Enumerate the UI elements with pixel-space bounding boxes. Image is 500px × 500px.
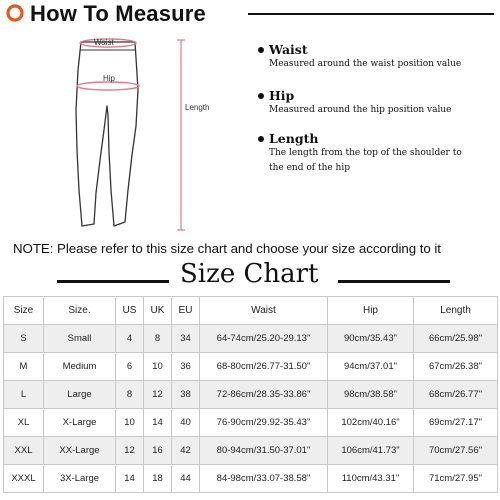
title-divider bbox=[248, 13, 494, 15]
table-cell: 18 bbox=[144, 465, 172, 493]
column-header: Waist bbox=[200, 297, 328, 325]
measure-hip-desc: Measured around the hip position value bbox=[269, 105, 452, 115]
table-cell: 68cm/26.77" bbox=[414, 381, 498, 409]
table-cell: 42 bbox=[172, 437, 200, 465]
table-cell: 3X-Large bbox=[44, 465, 116, 493]
column-header: EU bbox=[172, 297, 200, 325]
size-chart-table bbox=[3, 296, 497, 493]
table-cell: 106cm/41.73" bbox=[328, 437, 414, 465]
table-cell: 68-80cm/26.77-31.50" bbox=[200, 353, 328, 381]
table-cell: 12 bbox=[144, 381, 172, 409]
bullet-icon bbox=[258, 93, 264, 99]
bullet-icon bbox=[258, 47, 264, 53]
table-row bbox=[4, 381, 498, 409]
column-header: UK bbox=[144, 297, 172, 325]
table-cell: 80-94cm/31.50-37.01" bbox=[200, 437, 328, 465]
table-cell: 66cm/25.98" bbox=[414, 325, 498, 353]
table-cell: 8 bbox=[116, 381, 144, 409]
table-cell: 10 bbox=[144, 353, 172, 381]
table-cell: 98cm/38.58" bbox=[328, 381, 414, 409]
table-cell: X-Large bbox=[44, 409, 116, 437]
table-cell: 72-86cm/28.35-33.86" bbox=[200, 381, 328, 409]
table-cell: 67cm/26.38" bbox=[414, 353, 498, 381]
table-cell: 4 bbox=[116, 325, 144, 353]
measure-waist-title: Waist bbox=[269, 42, 308, 57]
column-header: Size. bbox=[44, 297, 116, 325]
size-chart-rule-right bbox=[338, 280, 450, 283]
measure-length-title: Length bbox=[269, 131, 319, 146]
table-cell: XXXL bbox=[4, 465, 44, 493]
table-cell: 14 bbox=[144, 409, 172, 437]
table-row bbox=[4, 409, 498, 437]
leggings-outline-image bbox=[54, 30, 234, 240]
table-cell: 8 bbox=[144, 325, 172, 353]
measure-waist-desc: Measured around the waist position value bbox=[269, 59, 462, 69]
table-cell: Medium bbox=[44, 353, 116, 381]
table-cell: Small bbox=[44, 325, 116, 353]
table-cell: L bbox=[4, 381, 44, 409]
orange-circle-icon bbox=[6, 4, 24, 22]
bullet-icon bbox=[258, 136, 264, 142]
size-chart-title: Size Chart bbox=[180, 259, 319, 289]
table-cell: 40 bbox=[172, 409, 200, 437]
leggings-measure-figure bbox=[54, 30, 234, 240]
column-header: US bbox=[116, 297, 144, 325]
figure-hip-label: Hip bbox=[103, 74, 116, 83]
table-cell: XX-Large bbox=[44, 437, 116, 465]
figure-length-label: Length bbox=[185, 103, 210, 112]
table-cell: 12 bbox=[116, 437, 144, 465]
column-header: Hip bbox=[328, 297, 414, 325]
measure-length-desc-2: the end of the hip bbox=[269, 163, 350, 173]
table-cell: 14 bbox=[116, 465, 144, 493]
measure-length bbox=[258, 131, 462, 176]
table-cell: 102cm/40.16" bbox=[328, 409, 414, 437]
measure-length-desc-1: The length from the top of the shoulder to bbox=[269, 148, 462, 158]
table-cell: 84-98cm/33.07-38.58" bbox=[200, 465, 328, 493]
page-title: How To Measure bbox=[30, 1, 206, 26]
table-cell: 90cm/35.43" bbox=[328, 325, 414, 353]
table-cell: 110cm/43.31" bbox=[328, 465, 414, 493]
figure-waist-label: Waist bbox=[94, 38, 114, 47]
table-cell: 36 bbox=[172, 353, 200, 381]
column-header: Size bbox=[4, 297, 44, 325]
table-cell: S bbox=[4, 325, 44, 353]
column-header: Length bbox=[414, 297, 498, 325]
table-cell: 6 bbox=[116, 353, 144, 381]
table-cell: XL bbox=[4, 409, 44, 437]
table-cell: 94cm/37.01" bbox=[328, 353, 414, 381]
table-cell: 69cm/27.17" bbox=[414, 409, 498, 437]
table-header-row bbox=[4, 297, 498, 325]
size-note: NOTE: Please refer to this size chart and choose your size according to it bbox=[13, 241, 441, 256]
measure-hip bbox=[258, 88, 451, 118]
table-cell: 16 bbox=[144, 437, 172, 465]
table-cell: 10 bbox=[116, 409, 144, 437]
table-cell: 70cm/27.56" bbox=[414, 437, 498, 465]
table-cell: 44 bbox=[172, 465, 200, 493]
table-cell: 34 bbox=[172, 325, 200, 353]
table-cell: 64-74cm/25.20-29.13" bbox=[200, 325, 328, 353]
table-cell: 38 bbox=[172, 381, 200, 409]
table-cell: M bbox=[4, 353, 44, 381]
table-row bbox=[4, 465, 498, 493]
table-row bbox=[4, 353, 498, 381]
table-row bbox=[4, 437, 498, 465]
table-cell: Large bbox=[44, 381, 116, 409]
table-cell: 76-90cm/29.92-35.43" bbox=[200, 409, 328, 437]
size-chart-rule-left bbox=[57, 280, 169, 283]
table-row bbox=[4, 325, 498, 353]
measure-waist bbox=[258, 42, 461, 72]
measure-hip-title: Hip bbox=[269, 88, 295, 103]
table-cell: XXL bbox=[4, 437, 44, 465]
table-cell: 71cm/27.95" bbox=[414, 465, 498, 493]
